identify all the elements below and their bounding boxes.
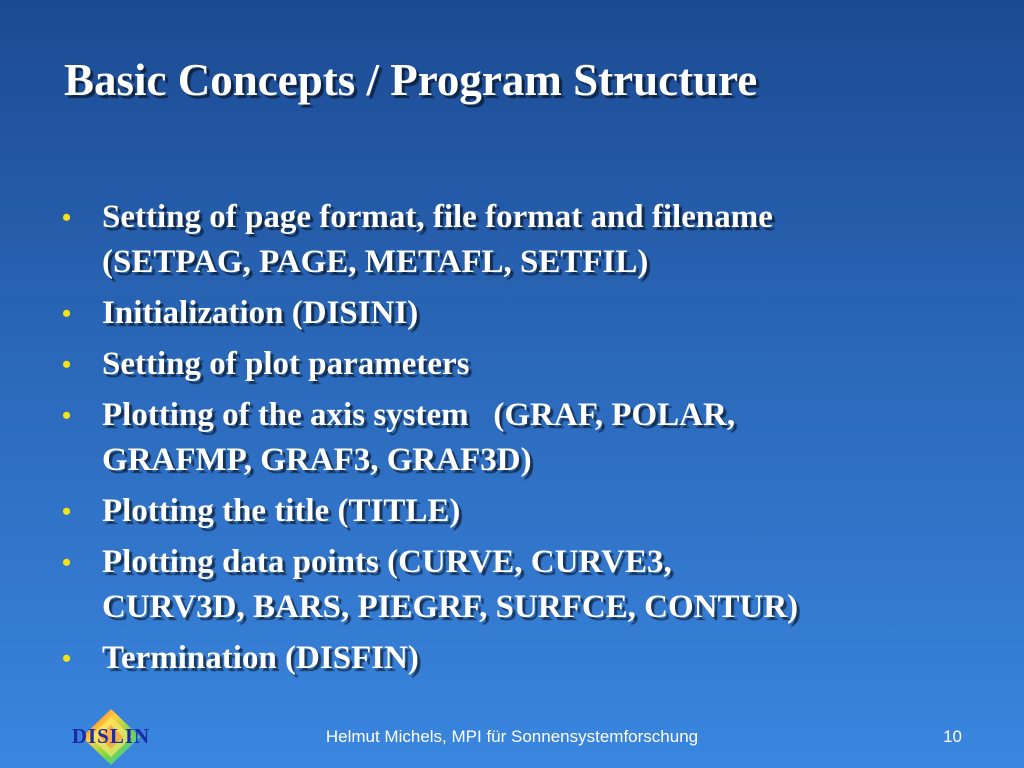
bullet-line: (SETPAG, PAGE, METAFL, SETFIL) (102, 244, 649, 280)
bullet-item (62, 393, 962, 483)
bullet-line: Plotting data points (CURVE, CURVE3, (102, 544, 672, 580)
bullet-dot-icon: • (62, 548, 72, 577)
bullet-dot-icon: • (62, 350, 72, 379)
bullet-line: Plotting the title (TITLE) (102, 493, 461, 529)
bullet-line: GRAFMP, GRAF3, GRAF3D) (102, 442, 532, 478)
bullet-item (62, 291, 962, 336)
bullet-item (62, 195, 962, 285)
bullet-line: Setting of plot parameters (102, 346, 470, 382)
bullet-line: Plotting of the axis system (GRAF, POLAR, (102, 397, 736, 433)
bullet-list (62, 195, 962, 687)
bullet-item (62, 540, 962, 630)
bullet-dot-icon: • (62, 644, 72, 673)
bullet-dot-icon: • (62, 299, 72, 328)
bullet-dot-icon: • (62, 401, 72, 430)
bullet-line: Termination (DISFIN) (102, 640, 419, 676)
bullet-item (62, 636, 962, 681)
bullet-line: CURV3D, BARS, PIEGRF, SURFCE, CONTUR) (102, 589, 799, 625)
slide-title: Basic Concepts / Program Structure (64, 55, 758, 105)
bullet-dot-icon: • (62, 497, 72, 526)
page-number: 10 (943, 727, 962, 746)
bullet-line: Setting of page format, file format and filename (102, 199, 773, 235)
bullet-item (62, 489, 962, 534)
logo-text: DISLIN (71, 724, 151, 748)
footer-author: Helmut Michels, MPI für Sonnensystemforschung (325, 727, 699, 746)
bullet-item (62, 342, 962, 387)
bullet-line: Initialization (DISINI) (102, 295, 419, 331)
bullet-dot-icon: • (62, 203, 72, 232)
